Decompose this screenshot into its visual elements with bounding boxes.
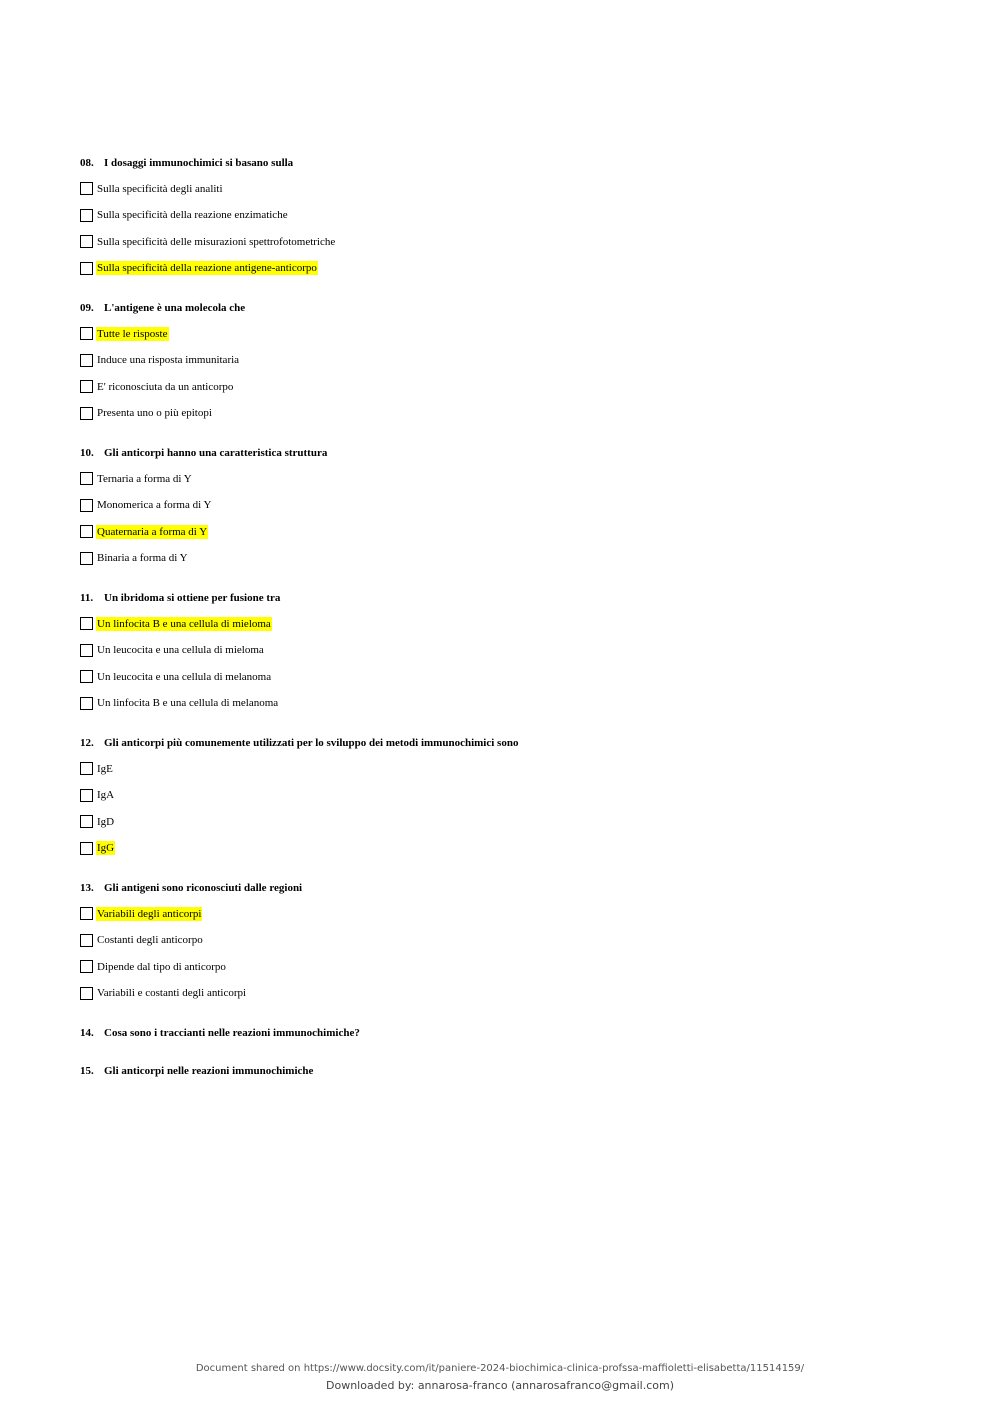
answer-text: IgE (97, 762, 113, 775)
question-title (80, 881, 940, 895)
answer-text: Presenta uno o più epitopi (97, 407, 212, 419)
answer-option[interactable] (80, 406, 940, 420)
checkbox-icon[interactable] (80, 670, 93, 683)
answer-text: Un leucocita e una cellula di melanoma (97, 670, 272, 683)
checkbox-icon[interactable] (80, 327, 93, 340)
checkbox-icon[interactable] (80, 762, 93, 775)
answer-text: Monomerica a forma di Y (97, 499, 212, 511)
answer-text: Un linfocita B e una cellula di melanoma (97, 697, 279, 709)
question-13 (80, 881, 940, 1000)
question-title (80, 156, 940, 170)
answer-text: Costanti degli anticorpo (97, 934, 203, 946)
answer-option[interactable] (80, 327, 940, 341)
checkbox-icon[interactable] (80, 987, 93, 1000)
question-number: 09. (80, 302, 94, 314)
answer-text: Variabili e costanti degli anticorpi (97, 987, 247, 999)
question-14 (80, 1026, 940, 1040)
question-11 (80, 591, 940, 710)
checkbox-icon[interactable] (80, 815, 93, 828)
question-number: 08. (80, 157, 94, 169)
checkbox-icon[interactable] (80, 499, 93, 512)
answer-text-highlighted: Un linfocita B e una cellula di mieloma (97, 617, 271, 630)
checkbox-icon[interactable] (80, 472, 93, 485)
question-number: 13. (80, 882, 94, 894)
checkbox-icon[interactable] (80, 789, 93, 802)
answer-text: Sulla specificità delle misurazioni spettrofotometriche (97, 235, 336, 248)
answer-option[interactable] (80, 472, 940, 486)
answer-option[interactable] (80, 933, 940, 947)
question-title (80, 736, 940, 750)
question-number: 11. (80, 592, 94, 604)
answer-text: Sulla specificità degli analiti (97, 182, 223, 195)
checkbox-icon[interactable] (80, 697, 93, 710)
checkbox-icon[interactable] (80, 262, 93, 275)
downloaded-by-note: Downloaded by: annarosa-franco (annarosafranco@gmail.com) (326, 1379, 674, 1392)
answer-option[interactable] (80, 907, 940, 921)
answer-option[interactable] (80, 696, 940, 710)
answer-text: Un leucocita e una cellula di mieloma (97, 644, 264, 656)
checkbox-icon[interactable] (80, 380, 93, 393)
question-text: Gli anticorpi nelle reazioni immunochimiche (104, 1065, 314, 1077)
answer-option[interactable] (80, 841, 940, 855)
question-title (80, 446, 940, 460)
answer-option[interactable] (80, 182, 940, 196)
question-number: 14. (80, 1027, 94, 1039)
question-text: I dosaggi immunochimici si basano sulla (104, 157, 294, 169)
question-text: Cosa sono i traccianti nelle reazioni immunochimiche? (104, 1027, 360, 1039)
answer-option[interactable] (80, 960, 940, 974)
question-text: Gli anticorpi più comunemente utilizzati per lo sviluppo dei metodi immunochimici sono (104, 737, 519, 749)
checkbox-icon[interactable] (80, 644, 93, 657)
question-title (80, 1026, 940, 1040)
checkbox-icon[interactable] (80, 552, 93, 565)
answer-text: IgD (97, 815, 115, 828)
answer-option[interactable] (80, 762, 940, 776)
answer-option[interactable] (80, 235, 940, 249)
checkbox-icon[interactable] (80, 617, 93, 630)
question-text: Gli antigeni sono riconosciuti dalle regioni (104, 882, 303, 894)
answer-text: Induce una risposta immunitaria (97, 354, 240, 366)
document-shared-note: Document shared on https://www.docsity.com/it/paniere-2024-biochimica-clinica-profssa-maffioletti-elisabetta/11514159/ (195, 1363, 805, 1374)
question-text: L'antigene è una molecola che (104, 302, 246, 314)
answer-text: E' riconosciuta da un anticorpo (97, 380, 234, 393)
answer-text: Sulla specificità della reazione enzimatiche (97, 209, 288, 221)
question-title (80, 591, 940, 605)
checkbox-icon[interactable] (80, 182, 93, 195)
question-title (80, 1064, 940, 1078)
answer-text: Binaria a forma di Y (97, 552, 188, 564)
question-15 (80, 1064, 940, 1078)
checkbox-icon[interactable] (80, 842, 93, 855)
answer-text: Ternaria a forma di Y (97, 472, 192, 485)
answer-option[interactable] (80, 670, 940, 684)
question-text: Un ibridoma si ottiene per fusione tra (104, 592, 281, 604)
checkbox-icon[interactable] (80, 934, 93, 947)
checkbox-icon[interactable] (80, 354, 93, 367)
answer-text: Dipende dal tipo di anticorpo (97, 960, 226, 973)
answer-option[interactable] (80, 261, 940, 275)
question-number: 10. (80, 447, 94, 459)
checkbox-icon[interactable] (80, 235, 93, 248)
answer-text-highlighted: IgG (97, 842, 115, 854)
checkbox-icon[interactable] (80, 209, 93, 222)
answer-option[interactable] (80, 788, 940, 802)
answer-text-highlighted: Tutte le risposte (97, 327, 168, 340)
checkbox-icon[interactable] (80, 960, 93, 973)
answer-text-highlighted: Sulla specificità della reazione antigene-anticorpo (97, 262, 317, 274)
answer-text-highlighted: Variabili degli anticorpi (97, 907, 202, 920)
answer-option[interactable] (80, 551, 940, 565)
answer-option[interactable] (80, 986, 940, 1000)
question-8 (80, 156, 940, 275)
question-9 (80, 301, 940, 420)
answer-option[interactable] (80, 498, 940, 512)
question-12 (80, 736, 940, 855)
checkbox-icon[interactable] (80, 525, 93, 538)
answer-option[interactable] (80, 353, 940, 367)
answer-option[interactable] (80, 617, 940, 631)
answer-text-highlighted: Quaternaria a forma di Y (97, 525, 208, 538)
answer-option[interactable] (80, 208, 940, 222)
answer-option[interactable] (80, 380, 940, 394)
answer-text: IgA (97, 789, 115, 801)
question-number: 12. (80, 737, 94, 749)
answer-option[interactable] (80, 525, 940, 539)
answer-option[interactable] (80, 815, 940, 829)
question-10 (80, 446, 940, 565)
checkbox-icon[interactable] (80, 407, 93, 420)
checkbox-icon[interactable] (80, 907, 93, 920)
question-number: 15. (80, 1065, 94, 1077)
answer-option[interactable] (80, 643, 940, 657)
question-title (80, 301, 940, 315)
question-text: Gli anticorpi hanno una caratteristica struttura (104, 447, 328, 459)
